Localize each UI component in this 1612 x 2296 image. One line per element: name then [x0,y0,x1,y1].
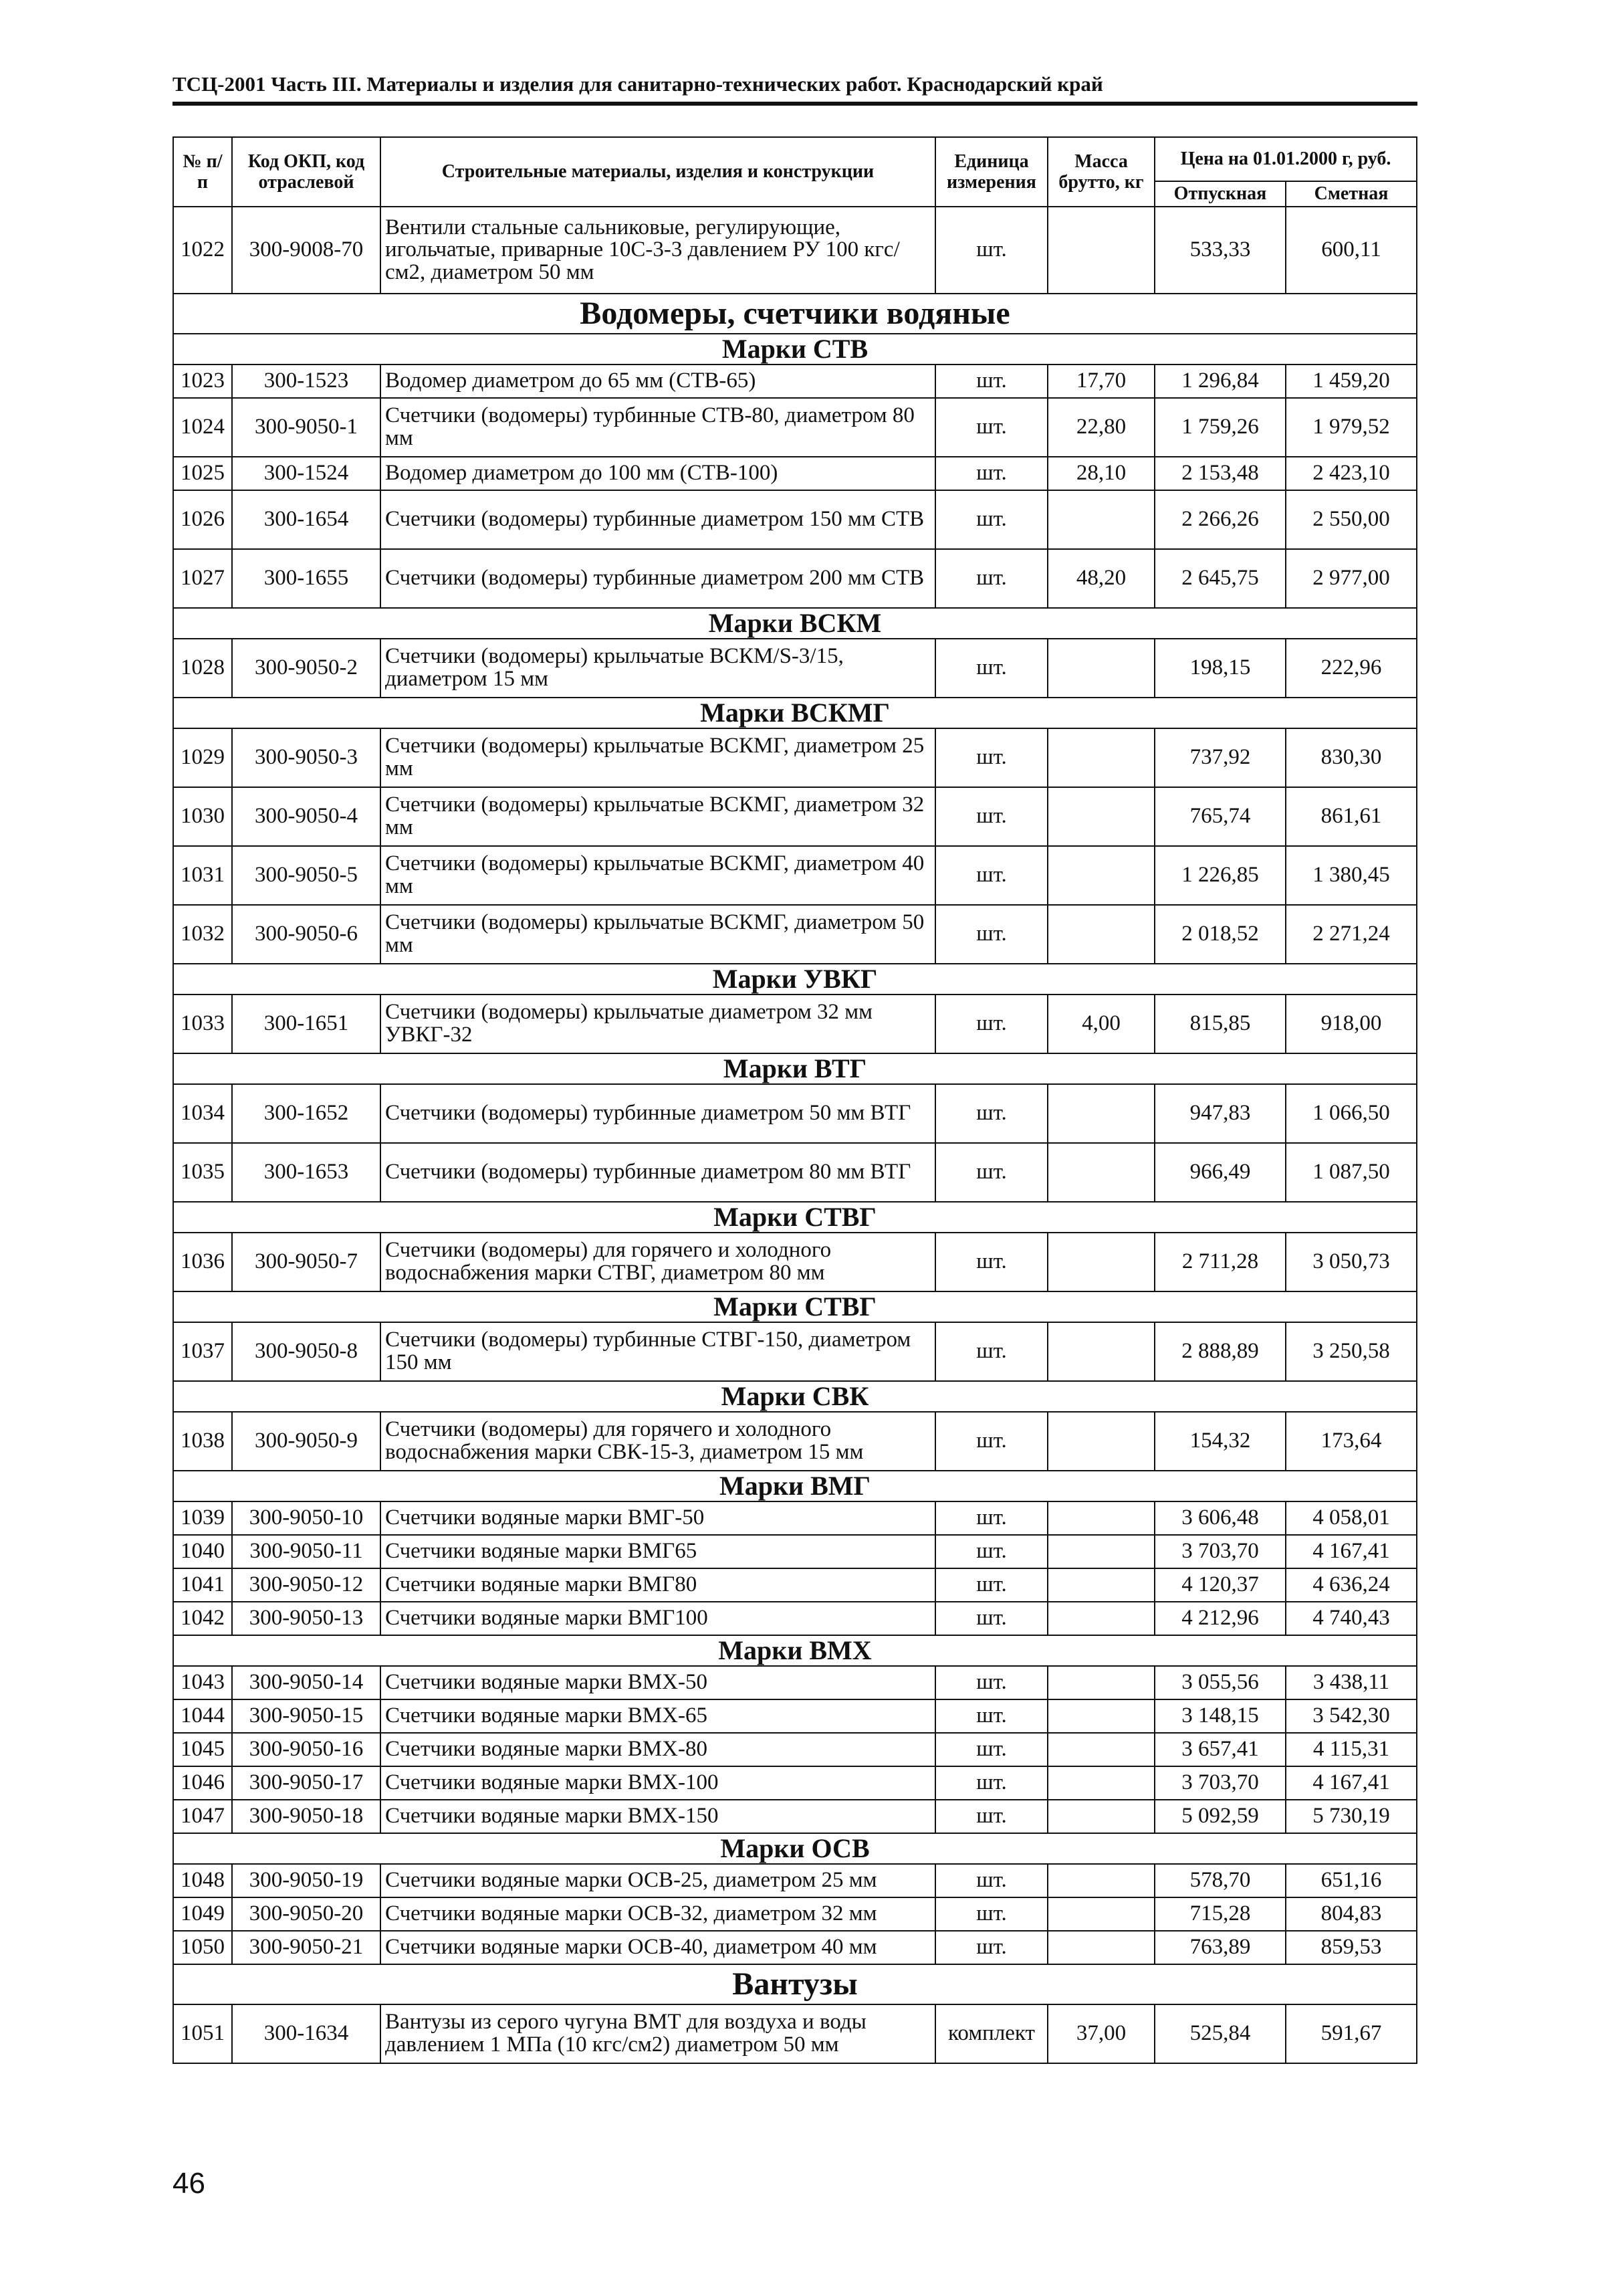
section-title: Водомеры, счетчики водяные [173,294,1417,334]
row-num-cell: 1032 [173,905,232,964]
row-mass-cell: 37,00 [1048,2004,1155,2063]
row-mass-cell: 17,70 [1048,364,1155,398]
row-price-release-cell: 765,74 [1155,787,1286,846]
row-code-cell: 300-9050-13 [232,1602,380,1635]
row-mass-cell: 22,80 [1048,398,1155,457]
row-name-cell: Счетчики водяные марки ВМГ-50 [380,1501,935,1535]
row-code-cell: 300-9050-7 [232,1233,380,1291]
row-mass-cell [1048,1800,1155,1833]
row-price-release-cell: 4 212,96 [1155,1602,1286,1635]
row-price-estimate-cell: 861,61 [1286,787,1417,846]
table-row [173,1766,1417,1800]
row-name-cell: Счетчики водяные марки ВМХ-50 [380,1666,935,1699]
col-header-mass: Масса брутто, кг [1048,137,1155,207]
row-price-estimate-cell: 2 977,00 [1286,549,1417,608]
table-body [173,207,1417,2063]
row-name-cell: Счетчики (водомеры) турбинные СТВ-80, диаметром 80 мм [380,398,935,457]
row-code-cell: 300-1652 [232,1084,380,1143]
row-unit-cell: шт. [935,1864,1048,1897]
row-price-estimate-cell: 4 167,41 [1286,1766,1417,1800]
row-num-cell: 1043 [173,1666,232,1699]
row-unit-cell: шт. [935,549,1048,608]
table-section-heading [173,608,1417,639]
row-unit-cell: шт. [935,1666,1048,1699]
row-price-release-cell: 198,15 [1155,639,1286,698]
row-unit-cell: шт. [935,1322,1048,1381]
row-mass-cell [1048,1699,1155,1733]
row-num-cell: 1042 [173,1602,232,1635]
row-mass-cell: 28,10 [1048,457,1155,490]
row-price-release-cell: 2 018,52 [1155,905,1286,964]
row-code-cell: 300-9050-19 [232,1864,380,1897]
row-num-cell: 1029 [173,728,232,787]
row-num-cell: 1051 [173,2004,232,2063]
table-row [173,1322,1417,1381]
row-price-estimate-cell: 3 250,58 [1286,1322,1417,1381]
row-price-estimate-cell: 5 730,19 [1286,1800,1417,1833]
row-price-release-cell: 2 266,26 [1155,490,1286,549]
row-name-cell: Счетчики (водомеры) для горячего и холодного водоснабжения марки СТВГ, диаметром 80 мм [380,1233,935,1291]
row-name-cell: Счетчики (водомеры) крыльчатые ВСКМГ, диаметром 40 мм [380,846,935,905]
section-title: Марки ВСКМ [173,608,1417,639]
row-num-cell: 1031 [173,846,232,905]
row-unit-cell: шт. [935,995,1048,1053]
row-mass-cell [1048,1666,1155,1699]
row-unit-cell: шт. [935,787,1048,846]
row-price-release-cell: 4 120,37 [1155,1568,1286,1602]
row-price-release-cell: 3 606,48 [1155,1501,1286,1535]
row-name-cell: Счетчики водяные марки ОСВ-25, диаметром 25 мм [380,1864,935,1897]
row-price-release-cell: 815,85 [1155,995,1286,1053]
table-row [173,1568,1417,1602]
row-unit-cell: шт. [935,846,1048,905]
row-code-cell: 300-1654 [232,490,380,549]
price-table [172,136,1417,2064]
row-unit-cell: шт. [935,1143,1048,1202]
row-mass-cell: 48,20 [1048,549,1155,608]
table-section-heading [173,1291,1417,1322]
row-price-estimate-cell: 4 740,43 [1286,1602,1417,1635]
table-row [173,787,1417,846]
row-name-cell: Счетчики водяные марки ВМХ-100 [380,1766,935,1800]
section-title: Марки СВК [173,1381,1417,1412]
row-num-cell: 1044 [173,1699,232,1733]
row-price-release-cell: 715,28 [1155,1897,1286,1931]
row-num-cell: 1049 [173,1897,232,1931]
table-row [173,1143,1417,1202]
table-row [173,1897,1417,1931]
table-row [173,1412,1417,1471]
row-num-cell: 1033 [173,995,232,1053]
row-unit-cell: шт. [935,1602,1048,1635]
section-title: Марки СТВ [173,334,1417,364]
row-num-cell: 1025 [173,457,232,490]
row-price-estimate-cell: 1 087,50 [1286,1143,1417,1202]
table-row [173,1602,1417,1635]
row-mass-cell [1048,1412,1155,1471]
row-name-cell: Счетчики (водомеры) крыльчатые ВСКМГ, диаметром 32 мм [380,787,935,846]
table-section-heading [173,334,1417,364]
table-row [173,1501,1417,1535]
row-price-estimate-cell: 3 050,73 [1286,1233,1417,1291]
row-price-estimate-cell: 651,16 [1286,1864,1417,1897]
row-price-release-cell: 737,92 [1155,728,1286,787]
section-title: Марки ВМГ [173,1471,1417,1501]
row-price-release-cell: 533,33 [1155,207,1286,294]
row-num-cell: 1024 [173,398,232,457]
table-row [173,2004,1417,2063]
row-price-estimate-cell: 859,53 [1286,1931,1417,1964]
row-mass-cell [1048,787,1155,846]
row-price-release-cell: 1 296,84 [1155,364,1286,398]
row-mass-cell [1048,1864,1155,1897]
row-num-cell: 1034 [173,1084,232,1143]
row-price-release-cell: 1 759,26 [1155,398,1286,457]
row-code-cell: 300-9050-1 [232,398,380,457]
row-name-cell: Счетчики водяные марки ВМХ-65 [380,1699,935,1733]
table-row [173,1864,1417,1897]
row-num-cell: 1030 [173,787,232,846]
table-row [173,639,1417,698]
row-price-release-cell: 966,49 [1155,1143,1286,1202]
table-row [173,995,1417,1053]
row-price-estimate-cell: 1 380,45 [1286,846,1417,905]
row-name-cell: Счетчики водяные марки ОСВ-32, диаметром 32 мм [380,1897,935,1931]
row-price-estimate-cell: 4 115,31 [1286,1733,1417,1766]
row-unit-cell: шт. [935,1699,1048,1733]
row-code-cell: 300-9050-9 [232,1412,380,1471]
row-code-cell: 300-9008-70 [232,207,380,294]
col-header-price-group: Цена на 01.01.2000 г, руб. [1155,137,1417,181]
row-price-release-cell: 3 657,41 [1155,1733,1286,1766]
row-num-cell: 1022 [173,207,232,294]
row-unit-cell: шт. [935,1412,1048,1471]
table-row [173,1666,1417,1699]
row-price-release-cell: 5 092,59 [1155,1800,1286,1833]
row-unit-cell: шт. [935,1568,1048,1602]
row-price-estimate-cell: 4 636,24 [1286,1568,1417,1602]
col-header-code: Код ОКП, код отраслевой [232,137,380,207]
row-unit-cell: шт. [935,1931,1048,1964]
row-name-cell: Счетчики водяные марки ОСВ-40, диаметром 40 мм [380,1931,935,1964]
row-price-release-cell: 3 703,70 [1155,1766,1286,1800]
row-unit-cell: шт. [935,398,1048,457]
row-code-cell: 300-9050-14 [232,1666,380,1699]
col-header-name: Строительные материалы, изделия и конструкции [380,137,935,207]
row-code-cell: 300-9050-18 [232,1800,380,1833]
row-mass-cell [1048,728,1155,787]
row-code-cell: 300-1655 [232,549,380,608]
row-price-release-cell: 1 226,85 [1155,846,1286,905]
row-unit-cell: шт. [935,207,1048,294]
row-price-estimate-cell: 804,83 [1286,1897,1417,1931]
table-section-heading [173,1471,1417,1501]
row-price-estimate-cell: 830,30 [1286,728,1417,787]
row-num-cell: 1026 [173,490,232,549]
row-price-release-cell: 763,89 [1155,1931,1286,1964]
row-num-cell: 1038 [173,1412,232,1471]
row-price-release-cell: 2 153,48 [1155,457,1286,490]
table-row [173,846,1417,905]
row-code-cell: 300-9050-3 [232,728,380,787]
section-title: Марки СТВГ [173,1202,1417,1233]
table-row [173,364,1417,398]
table-row [173,1699,1417,1733]
row-mass-cell [1048,1897,1155,1931]
row-code-cell: 300-9050-12 [232,1568,380,1602]
row-mass-cell [1048,1766,1155,1800]
row-unit-cell: шт. [935,1535,1048,1568]
row-name-cell: Счетчики водяные марки ВМГ65 [380,1535,935,1568]
table-row [173,1535,1417,1568]
row-mass-cell [1048,1602,1155,1635]
row-code-cell: 300-1651 [232,995,380,1053]
row-num-cell: 1050 [173,1931,232,1964]
row-price-release-cell: 525,84 [1155,2004,1286,2063]
row-num-cell: 1039 [173,1501,232,1535]
row-name-cell: Счетчики (водомеры) для горячего и холодного водоснабжения марки СВК-15-3, диаметром 15 мм [380,1412,935,1471]
row-code-cell: 300-9050-15 [232,1699,380,1733]
table-row [173,1084,1417,1143]
row-code-cell: 300-9050-20 [232,1897,380,1931]
table-section-heading [173,698,1417,728]
row-unit-cell: шт. [935,1897,1048,1931]
row-code-cell: 300-9050-16 [232,1733,380,1766]
col-header-price-estimate: Сметная [1286,181,1417,207]
row-code-cell: 300-9050-5 [232,846,380,905]
row-num-cell: 1035 [173,1143,232,1202]
row-name-cell: Счетчики (водомеры) турбинные диаметром 80 мм ВТГ [380,1143,935,1202]
row-name-cell: Счетчики (водомеры) турбинные диаметром 200 мм СТВ [380,549,935,608]
row-name-cell: Вентили стальные сальниковые, регулирующие, игольчатые, приварные 10С-3-3 давлением РУ 100 кгс/см2, диаметром 50 мм [380,207,935,294]
row-code-cell: 300-1524 [232,457,380,490]
row-price-estimate-cell: 1 979,52 [1286,398,1417,457]
row-price-estimate-cell: 222,96 [1286,639,1417,698]
row-price-estimate-cell: 2 550,00 [1286,490,1417,549]
row-num-cell: 1037 [173,1322,232,1381]
table-row [173,1800,1417,1833]
section-title: Марки ВМХ [173,1635,1417,1666]
table-header [173,137,1417,207]
row-mass-cell [1048,1233,1155,1291]
row-name-cell: Счетчики водяные марки ВМХ-80 [380,1733,935,1766]
row-mass-cell [1048,1733,1155,1766]
table-row [173,457,1417,490]
row-num-cell: 1040 [173,1535,232,1568]
row-name-cell: Счетчики водяные марки ВМХ-150 [380,1800,935,1833]
row-mass-cell [1048,1535,1155,1568]
table-row [173,1733,1417,1766]
row-unit-cell: шт. [935,457,1048,490]
section-title: Марки СТВГ [173,1291,1417,1322]
row-code-cell: 300-1523 [232,364,380,398]
row-price-release-cell: 154,32 [1155,1412,1286,1471]
row-num-cell: 1048 [173,1864,232,1897]
row-mass-cell [1048,1322,1155,1381]
row-unit-cell: шт. [935,490,1048,549]
row-num-cell: 1041 [173,1568,232,1602]
page-number: 46 [172,2167,205,2200]
row-code-cell: 300-9050-21 [232,1931,380,1964]
table-row [173,398,1417,457]
row-unit-cell: шт. [935,1084,1048,1143]
row-price-release-cell: 3 055,56 [1155,1666,1286,1699]
row-code-cell: 300-9050-17 [232,1766,380,1800]
row-price-release-cell: 3 148,15 [1155,1699,1286,1733]
row-unit-cell: шт. [935,1733,1048,1766]
row-mass-cell [1048,639,1155,698]
row-mass-cell [1048,207,1155,294]
table-row [173,490,1417,549]
row-name-cell: Счетчики (водомеры) крыльчатые ВСКМГ, диаметром 50 мм [380,905,935,964]
row-unit-cell: шт. [935,905,1048,964]
row-num-cell: 1023 [173,364,232,398]
row-price-release-cell: 2 645,75 [1155,549,1286,608]
row-name-cell: Счетчики (водомеры) турбинные диаметром 50 мм ВТГ [380,1084,935,1143]
row-price-estimate-cell: 918,00 [1286,995,1417,1053]
table-section-heading [173,1635,1417,1666]
row-price-release-cell: 2 888,89 [1155,1322,1286,1381]
table-row [173,207,1417,294]
table-row [173,728,1417,787]
section-title: Марки УВКГ [173,964,1417,995]
row-price-release-cell: 2 711,28 [1155,1233,1286,1291]
row-num-cell: 1027 [173,549,232,608]
row-unit-cell: шт. [935,1501,1048,1535]
row-name-cell: Водомер диаметром до 100 мм (СТВ-100) [380,457,935,490]
row-num-cell: 1047 [173,1800,232,1833]
table-group-heading [173,294,1417,334]
col-header-num: № п/п [173,137,232,207]
row-code-cell: 300-9050-11 [232,1535,380,1568]
table-section-heading [173,1053,1417,1084]
row-price-estimate-cell: 1 459,20 [1286,364,1417,398]
row-mass-cell [1048,1501,1155,1535]
row-unit-cell: шт. [935,639,1048,698]
row-num-cell: 1036 [173,1233,232,1291]
row-code-cell: 300-9050-8 [232,1322,380,1381]
row-price-estimate-cell: 4 058,01 [1286,1501,1417,1535]
table-section-heading [173,964,1417,995]
row-price-estimate-cell: 4 167,41 [1286,1535,1417,1568]
row-num-cell: 1045 [173,1733,232,1766]
row-mass-cell [1048,1084,1155,1143]
row-num-cell: 1028 [173,639,232,698]
row-name-cell: Счетчики (водомеры) турбинные СТВГ-150, диаметром 150 мм [380,1322,935,1381]
row-code-cell: 300-9050-4 [232,787,380,846]
row-unit-cell: шт. [935,1233,1048,1291]
section-title: Марки ВТГ [173,1053,1417,1084]
row-price-release-cell: 3 703,70 [1155,1535,1286,1568]
col-header-price-release: Отпускная [1155,181,1286,207]
row-mass-cell [1048,905,1155,964]
row-price-estimate-cell: 600,11 [1286,207,1417,294]
table-row [173,905,1417,964]
row-mass-cell [1048,1568,1155,1602]
row-code-cell: 300-1634 [232,2004,380,2063]
row-price-estimate-cell: 173,64 [1286,1412,1417,1471]
table-row [173,1931,1417,1964]
row-price-estimate-cell: 591,67 [1286,2004,1417,2063]
row-name-cell: Вантузы из серого чугуна ВМТ для воздуха и воды давлением 1 МПа (10 кгс/см2) диаметром 50 мм [380,2004,935,2063]
table-group-heading [173,1964,1417,2004]
table-row [173,549,1417,608]
row-price-estimate-cell: 3 542,30 [1286,1699,1417,1733]
table-row [173,1233,1417,1291]
row-price-release-cell: 947,83 [1155,1084,1286,1143]
table-section-heading [173,1833,1417,1864]
row-unit-cell: шт. [935,364,1048,398]
row-mass-cell [1048,846,1155,905]
row-mass-cell [1048,1931,1155,1964]
row-code-cell: 300-9050-10 [232,1501,380,1535]
row-price-estimate-cell: 2 271,24 [1286,905,1417,964]
row-mass-cell: 4,00 [1048,995,1155,1053]
row-unit-cell: шт. [935,728,1048,787]
row-name-cell: Счетчики (водомеры) крыльчатые ВСКМГ, диаметром 25 мм [380,728,935,787]
row-name-cell: Счетчики (водомеры) турбинные диаметром 150 мм СТВ [380,490,935,549]
table-section-heading [173,1381,1417,1412]
section-title: Марки ОСВ [173,1833,1417,1864]
header-divider [172,102,1417,106]
row-unit-cell: шт. [935,1766,1048,1800]
row-price-estimate-cell: 2 423,10 [1286,457,1417,490]
row-name-cell: Счетчики (водомеры) крыльчатые ВСКМ/S-3/15, диаметром 15 мм [380,639,935,698]
row-price-estimate-cell: 1 066,50 [1286,1084,1417,1143]
row-mass-cell [1048,490,1155,549]
row-mass-cell [1048,1143,1155,1202]
section-title: Вантузы [173,1964,1417,2004]
row-unit-cell: комплект [935,2004,1048,2063]
row-code-cell: 300-9050-2 [232,639,380,698]
row-name-cell: Водомер диаметром до 65 мм (СТВ-65) [380,364,935,398]
row-name-cell: Счетчики водяные марки ВМГ80 [380,1568,935,1602]
section-title: Марки ВСКМГ [173,698,1417,728]
table-section-heading [173,1202,1417,1233]
row-code-cell: 300-1653 [232,1143,380,1202]
row-name-cell: Счетчики (водомеры) крыльчатые диаметром 32 мм УВКГ-32 [380,995,935,1053]
page-header-title: ТСЦ-2001 Часть III. Материалы и изделия для санитарно-технических работ. Краснодарский край [172,72,1103,96]
row-num-cell: 1046 [173,1766,232,1800]
row-price-release-cell: 578,70 [1155,1864,1286,1897]
row-code-cell: 300-9050-6 [232,905,380,964]
row-price-estimate-cell: 3 438,11 [1286,1666,1417,1699]
row-name-cell: Счетчики водяные марки ВМГ100 [380,1602,935,1635]
col-header-unit: Единица измерения [935,137,1048,207]
row-unit-cell: шт. [935,1800,1048,1833]
